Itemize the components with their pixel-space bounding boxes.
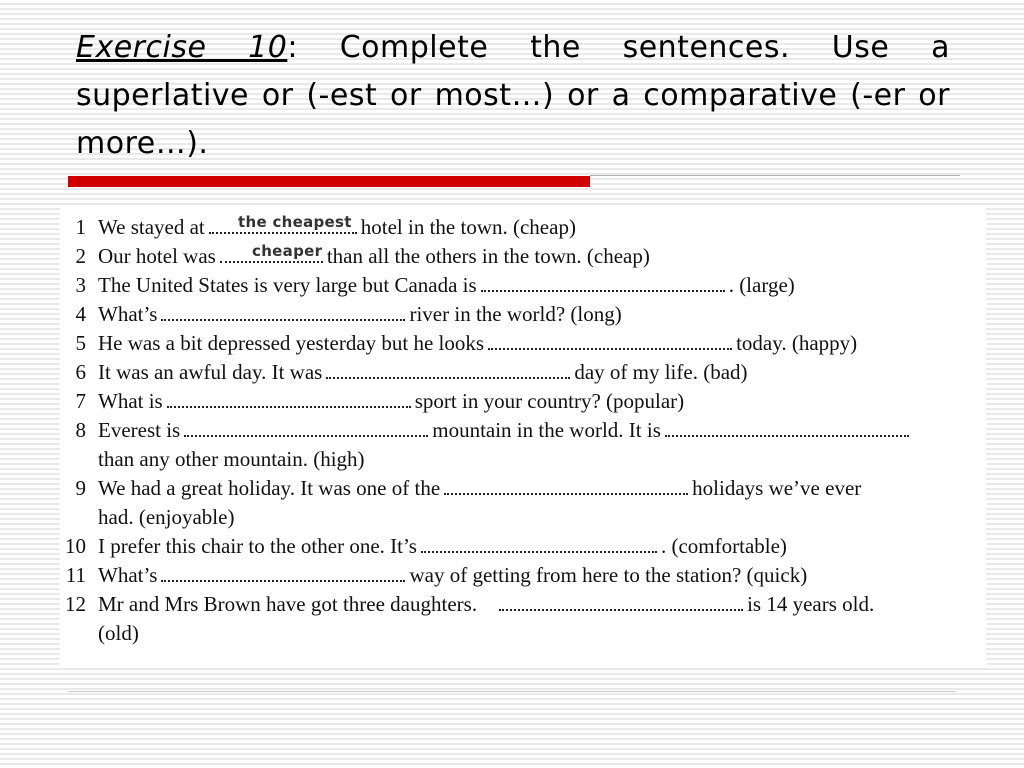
item-text: river in the world? (long) (409, 302, 622, 326)
item-text: day of my life. (bad) (574, 360, 748, 384)
item-text: Our hotel was (98, 244, 216, 268)
item-text: today. (happy) (736, 331, 858, 355)
item-text: We stayed at (98, 215, 205, 239)
title-underline-grey (590, 175, 960, 176)
item-number: 9 (75, 476, 86, 500)
title-underline-red (68, 176, 590, 187)
item-text: had. (enjoyable) (98, 505, 235, 529)
item-text: way of getting from here to the station? (quick) (409, 563, 808, 587)
item-text: He was a bit depressed yesterday but he looks (98, 331, 485, 355)
item-text: What is (98, 389, 163, 413)
item-number: 4 (75, 302, 86, 326)
answer-blank[interactable] (421, 547, 657, 553)
exercise-title (76, 24, 950, 168)
item-text: than any other mountain. (high) (98, 447, 365, 471)
item-text: than all the others in the town. (cheap) (326, 244, 650, 268)
item-number: 12 (65, 592, 86, 616)
answer-blank[interactable] (161, 576, 405, 582)
item-text: We had a great holiday. It was one of the (98, 476, 441, 500)
item-text: . (comfortable) (660, 534, 787, 558)
exercise-item (60, 416, 986, 445)
handwritten-answer: cheaper (252, 242, 323, 260)
exercise-item (60, 242, 986, 271)
exercise-item (60, 329, 986, 358)
exercise-item (60, 300, 986, 329)
item-text: . (large) (728, 273, 795, 297)
footer-divider (68, 691, 956, 692)
answer-blank[interactable] (326, 373, 570, 379)
exercise-item (60, 387, 986, 416)
worksheet (60, 205, 986, 665)
item-number: 10 (65, 534, 86, 558)
item-text: Everest is (98, 418, 181, 442)
item-number: 6 (75, 360, 86, 384)
handwritten-answer: the cheapest (238, 213, 352, 231)
exercise-item (60, 271, 986, 300)
item-number: 2 (75, 244, 86, 268)
exercise-item (60, 213, 986, 242)
exercise-item (60, 474, 986, 503)
item-text: is 14 years old. (747, 592, 875, 616)
item-text: The United States is very large but Canada is (98, 273, 477, 297)
exercise-item-continued (60, 619, 986, 648)
exercise-instruction: : Complete the sentences. Use a superlative or (-est or most…) or a comparative (-er or more…). (76, 30, 950, 161)
exercise-item (60, 590, 986, 619)
item-text: hotel in the town. (cheap) (360, 215, 576, 239)
item-text: sport in your country? (popular) (414, 389, 685, 413)
exercise-label: Exercise 10 (76, 30, 288, 65)
answer-blank[interactable] (665, 431, 909, 437)
answer-blank[interactable] (488, 344, 732, 350)
item-text: I prefer this chair to the other one. It’s (98, 534, 417, 558)
item-text: Mr and Mrs Brown have got three daughters. (98, 592, 478, 616)
answer-blank[interactable] (481, 286, 725, 292)
exercise-item (60, 532, 986, 561)
exercise-item-continued (60, 503, 986, 532)
item-text: mountain in the world. It is (432, 418, 661, 442)
answer-blank[interactable] (444, 489, 688, 495)
item-number: 11 (65, 563, 86, 587)
answer-blank[interactable] (161, 315, 405, 321)
exercise-item-continued (60, 445, 986, 474)
item-number: 7 (75, 389, 86, 413)
item-text: holidays we’ve ever (692, 476, 862, 500)
item-text: It was an awful day. It was (98, 360, 323, 384)
item-text: (old) (98, 621, 139, 645)
item-number: 8 (75, 418, 86, 442)
item-text: What’s (98, 302, 158, 326)
answer-blank[interactable] (167, 402, 411, 408)
answer-blank[interactable] (184, 431, 428, 437)
exercise-item (60, 561, 986, 590)
item-number: 5 (75, 331, 86, 355)
item-number: 1 (75, 215, 86, 239)
answer-blank[interactable] (499, 605, 743, 611)
item-number: 3 (75, 273, 86, 297)
item-text: What’s (98, 563, 158, 587)
exercise-item (60, 358, 986, 387)
